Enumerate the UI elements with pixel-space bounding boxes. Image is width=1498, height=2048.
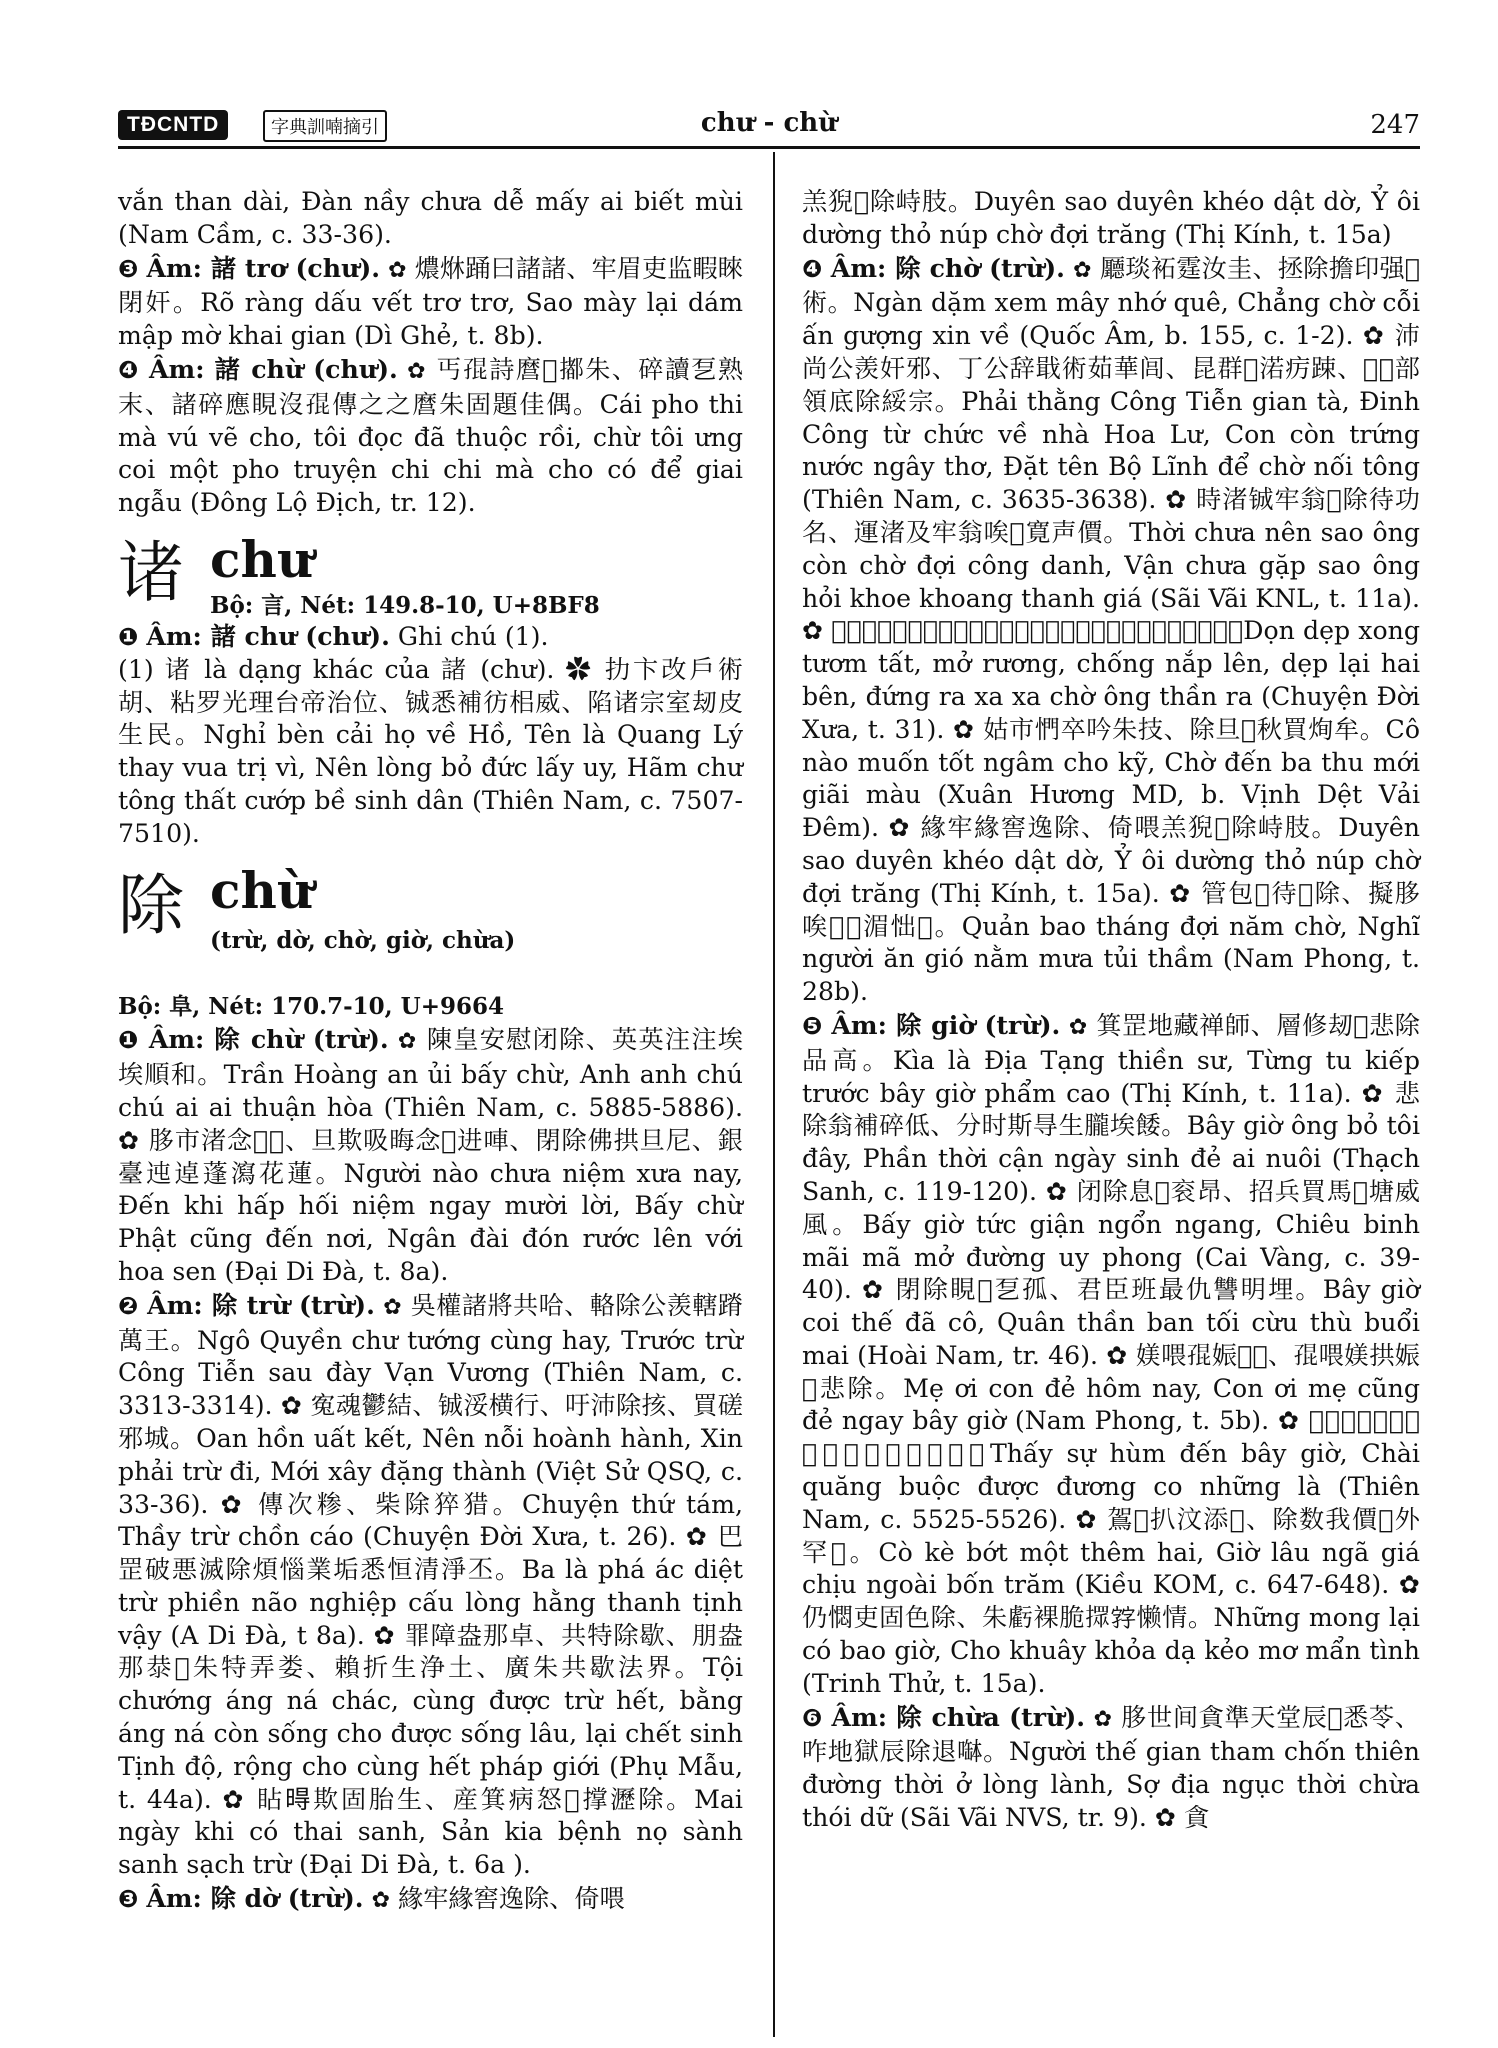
entry-chu2-sense-1 — [118, 1023, 743, 1288]
sense-heading: Âm: 除 chừ (trừ). — [148, 1024, 389, 1055]
sense-body: 丐𡥵詩麿𡞕𢵋朱、碎讀乭熟末、諸碎應睍沒𡥵傳之之麿朱固題佳偶。Cái pho thi mà vú vẽ cho, tôi đọc đã thuộc rồi, chừ tôi ưng coi một pho truyện chi chi mà cho có để giai ngẫu (Đông Lộ Địch, tr. 12). — [118, 354, 744, 518]
sense-number: ❹ — [802, 254, 823, 283]
sense-4 — [118, 353, 743, 520]
sense-heading: Âm: 除 chờ (trừ). — [830, 252, 1065, 283]
entry-chu-sense-1 — [118, 620, 743, 654]
publication-logo-han: 字典訓喃摘引 — [263, 110, 387, 142]
sense-heading: Âm: 諸 chư (chư). — [146, 620, 390, 651]
sense-number: ❺ — [802, 1011, 823, 1040]
flower-icon: ✿ — [388, 257, 407, 283]
flower-icon: ✿ — [1093, 1706, 1113, 1732]
left-column — [118, 186, 743, 1918]
sense-note: Ghi chú (1). — [397, 621, 549, 651]
page-number: 247 — [1370, 110, 1420, 140]
flower-icon: ✿ — [407, 358, 427, 384]
sense-3 — [118, 252, 743, 353]
entry-header-chu2 — [118, 860, 743, 991]
flower-icon: ✿ — [1073, 257, 1092, 283]
column-divider — [773, 152, 775, 2037]
sense-number: ❶ — [118, 622, 139, 651]
entry-chu-body: (1) 诸 là dạng khác của 諸 (chư). ✿ 扐卞改戶術胡、粘罗光理台帝治位、铖悉補彷㭒威、陷诸宗室刼皮生民。Nghỉ bèn cải họ về Hồ, Tên là Quang Lý thay vua trị vì, Nên lòng bỏ đức lấy uy, Hãm chư tông thất cướp bề sinh dân (Thiên Nam, c. 7507-7510). — [118, 654, 743, 848]
entry-headword: chừ — [210, 860, 314, 920]
sense-number: ❻ — [802, 1703, 823, 1732]
sense-heading: Âm: 諸 trơ (chư). — [146, 252, 381, 283]
entry-character: 除 — [118, 866, 184, 944]
entry-chu2-sense-3 — [118, 1882, 743, 1918]
flower-icon: ✿ — [371, 1888, 391, 1914]
running-head: chư - chừ — [700, 108, 838, 138]
page-header — [118, 108, 1420, 142]
entry-variants: (trừ, dờ, chờ, giờ, chừa) — [210, 926, 516, 954]
sense-4-cho — [802, 252, 1420, 1009]
sense-heading: Âm: 除 dờ (trừ). — [146, 1883, 364, 1914]
sense-body: 㕔琰袥霆汝圭、拯除擔印强𠯇術。Ngàn dặm xem mây nhớ quê, Chẳng chờ cỗi ấn gượng xin về (Quốc Âm, b. 155, c. 1-2). ✿ 沛尚公羡奸邪、丁公辞戢術茹華闾、昆群𦓅渃疠踈、𠻀𤈜部領底除綏宗。Phải thằng Công Tiễn gian tà, Đinh Công từ chức về nhà Hoa Lư, Con còn trứng nước ngây thơ, Đặt tên Bộ Lĩnh để chờ nối tông (Thiên Nam, c. 3635-3638). ✿ 時渚铖牢翁𦗚除待功名、運渚及牢翁唉𠻀寛声價。Thời chưa nên sao ông còn chờ đợi công danh, Vận chưa gặp sao ông hỏi khoe khoang thanh giá (Sãi Vãi KNL, t. 11a). ✿ 𢬣㩫衝僭畢、𢹣厢、㨉𦹳进、㩫吏𠃅邊、等㘓賒賒除翁神㘓。Dọn dẹp xong tươm tất, mở rương, chống nắp lên, dẹp lại hai bên, đứng ra xa xa chờ ông thần ra (Chuyện Đời Xưa, t. 31). ✿ 姑市㥃卒吟朱技、除旦𢀭秋買㶷牟。Cô nào muốn tốt ngâm cho kỹ, Chờ đến ba thu mới giãi màu (Xuân Hương MD, b. Vịnh Dệt Vải Đêm). ✿ 緣牢緣窖逸除、倚喂羔猊𠯦除峙肢。Duyên sao duyên khéo dật dờ, Ỷ ôi dường thỏ núp chờ đợi trăng (Thị Kính, t. 15a). ✿ 管包𦝄待𢆥除、擬䏧唉𩙍𦝊湄㤕𢬣。Quản bao tháng đợi năm chờ, Nghĩ người ăn gió nằm mưa tủi thầm (Nam Phong, t. 28b). — [802, 253, 1420, 1007]
sense-heading: Âm: 除 chừa (trừ). — [831, 1701, 1086, 1732]
sense-number: ❶ — [118, 1026, 140, 1055]
sense-number: ❹ — [118, 355, 140, 384]
entry-chu2-sense-2 — [118, 1289, 743, 1882]
header-rule — [118, 146, 1420, 149]
sense-body: 䏧世间貪準天堂辰𢚸悉苓、咋地獄辰除退𠼭。Người thế gian tham chốn thiên đường thời ở lòng lành, Sợ địa ngục thời chừa thói dữ (Sãi Vãi NVS, tr. 9). ✿ 貪 — [802, 1702, 1420, 1833]
sense-number: ❸ — [118, 1885, 139, 1914]
flower-icon: ✿ — [383, 1294, 403, 1320]
flower-icon: ✿ — [397, 1029, 418, 1055]
sense-5-gio — [802, 1009, 1420, 1701]
entry-meta: Bộ: 言, Nét: 149.8-10, U+8BF8 — [210, 591, 600, 619]
sense-heading: Âm: 諸 chừ (chư). — [149, 353, 398, 384]
continuation-text: vắn than dài, Đàn nầy chưa dễ mấy ai biết mùi (Nam Cầm, c. 33-36). — [118, 187, 743, 249]
entry-headword: chư — [210, 529, 314, 589]
sense-6-chua — [802, 1701, 1420, 1835]
right-column — [802, 186, 1420, 1835]
sense-body: 陳皇安慰闭除、英英注注埃埃順和。Trần Hoàng an ủi bấy chừ, Anh anh chú chú ai ai thuận hòa (Thiên Nam, c. 5885-5886). ✿ 䏧市渚念𠯹𠳒、旦欺吸晦念𠱋进唓、閉除佛拱旦尼、銀臺迍逴蓬瀉花蓮。Người nào chưa niệm xưa nay, Đến khi hấp hối niệm ngay mười lời, Bấy chừ Phật cũng đến nơi, Ngân đài đón rước lên với hoa sen (Đại Di Đà, t. 8a). — [118, 1025, 743, 1286]
sense-body: 燶烌踊曰諸諸、牢眉吏监睱睞閉奸。Rõ ràng dấu vết trơ trơ, Sao mày lại dám mập mờ khai gian (Dì Ghẻ, t. 8b). — [118, 253, 743, 351]
publication-logo: TĐCNTD — [118, 110, 228, 140]
sense-body: 箕罡地藏禅師、層修刼𣦍悲除品高。Kìa là Địa Tạng thiền sư, Từng tu kiếp trước bây giờ phẩm cao (Thị Kính, t. 11a). ✿ 悲除翁補碎低、分时斯㝵生朧埃餧。Bây giờ ông bỏ tôi đây, Phần thời cận ngày sinh đẻ ai nuôi (Thạch Sanh, c. 119-120). ✿ 闭除息𢚸衮昂、招兵買馬𦀊塘威風。Bấy giờ tức giận ngổn ngang, Chiêu binh mãi mã mở đường uy phong (Cai Vàng, c. 39-40). ✿ 閉除睍𠴍乭孤、君臣班最仇讐明埋。Bây giờ coi thế đã cô, Quân thần ban tối cừu thù buổi mai (Hoài Nam, tr. 46). ✿ 媄喂𡥵娠𣋚𠯹、𡥵喂媄拱娠𠱋悲除。Mẹ ơi con đẻ hôm nay, Con ơi mẹ cũng đẻ ngay bây giờ (Nam Phong, t. 5b). ✿ 𥹰事猞典闭除、紂肱紏特當𢯏仍罗。Thấy sự hùm đến bây giờ, Chài quăng buộc được đương co những là (Thiên Nam, c. 5525-5526). ✿ 鴐𢬣扒汶添𠄩、除数我價𢀲外罕𠬠。Cò kè bớt một thêm hai, Giờ lâu ngã giá chịu ngoài bốn trăm (Kiều KOM, c. 647-648). ✿ 仍㦖吏固色除、朱虧裸脆𢶢𡦂懒情。Những mong lại có bao giờ, Cho khuây khỏa dạ kẻo mơ mẩn tình (Trinh Thử, t. 15a). — [802, 1010, 1420, 1698]
entry-character: 诸 — [118, 533, 184, 611]
sense-heading: Âm: 除 trừ (trừ). — [147, 1289, 375, 1320]
sense-number: ❸ — [118, 254, 139, 283]
sense-heading: Âm: 除 giờ (trừ). — [831, 1009, 1061, 1040]
entry-meta: Bộ: 阜, Nét: 170.7-10, U+9664 — [118, 992, 505, 1020]
entry-header-chu — [118, 529, 743, 620]
sense-body: 緣牢緣窖逸除、倚喂 — [398, 1884, 625, 1914]
continuation-text: 羔猊𠯦除峙肢。Duyên sao duyên khéo dật dờ, Ỷ ôi dường thỏ núp chờ đợi trăng (Thị Kính, t. 15a) — [802, 187, 1420, 249]
flower-icon: ✿ — [1068, 1014, 1088, 1040]
sense-number: ❷ — [118, 1291, 139, 1320]
sense-body: 吳權諸將共哈、輅除公羡轄蹐萬王。Ngô Quyền chư tướng cùng hay, Trước trừ Công Tiễn sau đày Vạn Vương (Thiên Nam, c. 3313-3314). ✿ 寃魂鬱結、铖浽横行、吁沛除㧡、買磋邪城。Oan hồn uất kết, Nên nỗi hoành hành, Xin phải trừ đi, Mới xây đặng thành (Việt Sử QSQ, c. 33-36). ✿ 傳次糁、柴除猝猎。Chuyện thứ tám, Thầy trừ chồn cáo (Chuyện Đời Xưa, t. 26). ✿ 巴罡破悪滅除煩惱業垢悉恒清淨丕。Ba là phá ác diệt trừ phiền não nghiệp cấu lòng hằng thanh tịnh vậy (A Di Đà, t 8a). ✿ 罪障盎那卓、共特除歇、朋盎那㳟𢂞朱特弄娄、賴折生浄土、廣朱共歇法界。Tội chướng áng ná chác, cùng được trừ hết, bằng áng ná còn sống cho được sống lâu, lại chết sinh Tịnh độ, rộng cho cùng hết pháp giới (Phụ Mẫu, t. 44a). ✿ 䀡𣈜欺固胎生、産箕病怒𥓹撑瀝除。Mai ngày khi có thai sanh, Sản kia bệnh nọ sành sanh sạch trừ (Đại Di Đà, t. 6a ). — [118, 1290, 743, 1880]
